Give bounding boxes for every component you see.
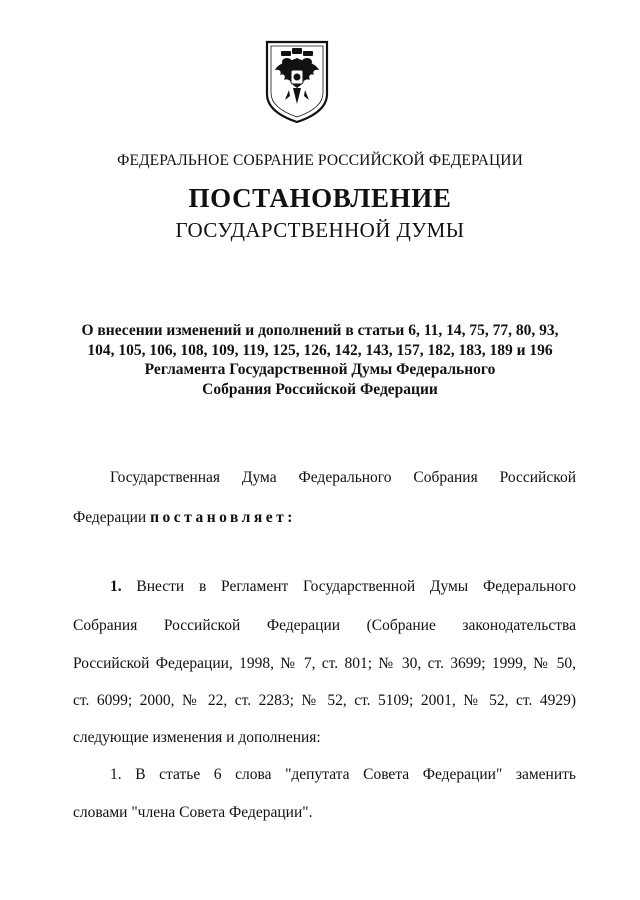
clause-line xyxy=(73,578,576,596)
heading-line: Собрания Российской Федерации xyxy=(202,380,438,398)
heading-line: О внесении изменений и дополнений в статьи 6, 11, 14, 75, 77, 80, 93, xyxy=(81,322,559,339)
clause-number: 1. xyxy=(110,578,122,595)
preamble-prefix: Федерации xyxy=(73,509,147,526)
item-line: 1. В статье 6 слова "депутата Совета Федерации" заменить xyxy=(110,766,576,783)
clause-line: Российской Федерации, 1998, № 7, ст. 801; № 30, ст. 3699; 1999, № 50, xyxy=(73,655,576,672)
document-title: ПОСТАНОВЛЕНИЕ xyxy=(188,183,452,213)
resolution-heading xyxy=(50,321,590,399)
heading-line: Регламента Государственной Думы Федерального xyxy=(144,361,496,379)
clause-line: следующие изменения и дополнения: xyxy=(73,729,321,746)
item-line: словами "члена Совета Федерации". xyxy=(73,804,313,821)
resolves-word: постановляет: xyxy=(150,509,296,526)
clause-line: Собрания Российской Федерации (Собрание законодательства xyxy=(73,617,576,634)
clause-line: ст. 6099; 2000, № 22, ст. 2283; № 52, ст. 5109; 2001, № 52, ст. 4929) xyxy=(73,692,576,709)
coat-of-arms-icon xyxy=(263,38,331,124)
heading-line: 104, 105, 106, 108, 109, 119, 125, 126, 142, 143, 157, 182, 183, 189 и 196 xyxy=(87,341,553,359)
clause-text: Внести в Регламент Государственной Думы Федерального xyxy=(136,578,576,595)
assembly-name: ФЕДЕРАЛЬНОЕ СОБРАНИЕ РОССИЙСКОЙ ФЕДЕРАЦИИ xyxy=(117,152,523,169)
preamble-line: Государственная Дума Федерального Собрания Российской xyxy=(110,469,576,486)
document-subtitle: ГОСУДАРСТВЕННОЙ ДУМЫ xyxy=(175,218,465,242)
preamble-line xyxy=(73,509,576,527)
